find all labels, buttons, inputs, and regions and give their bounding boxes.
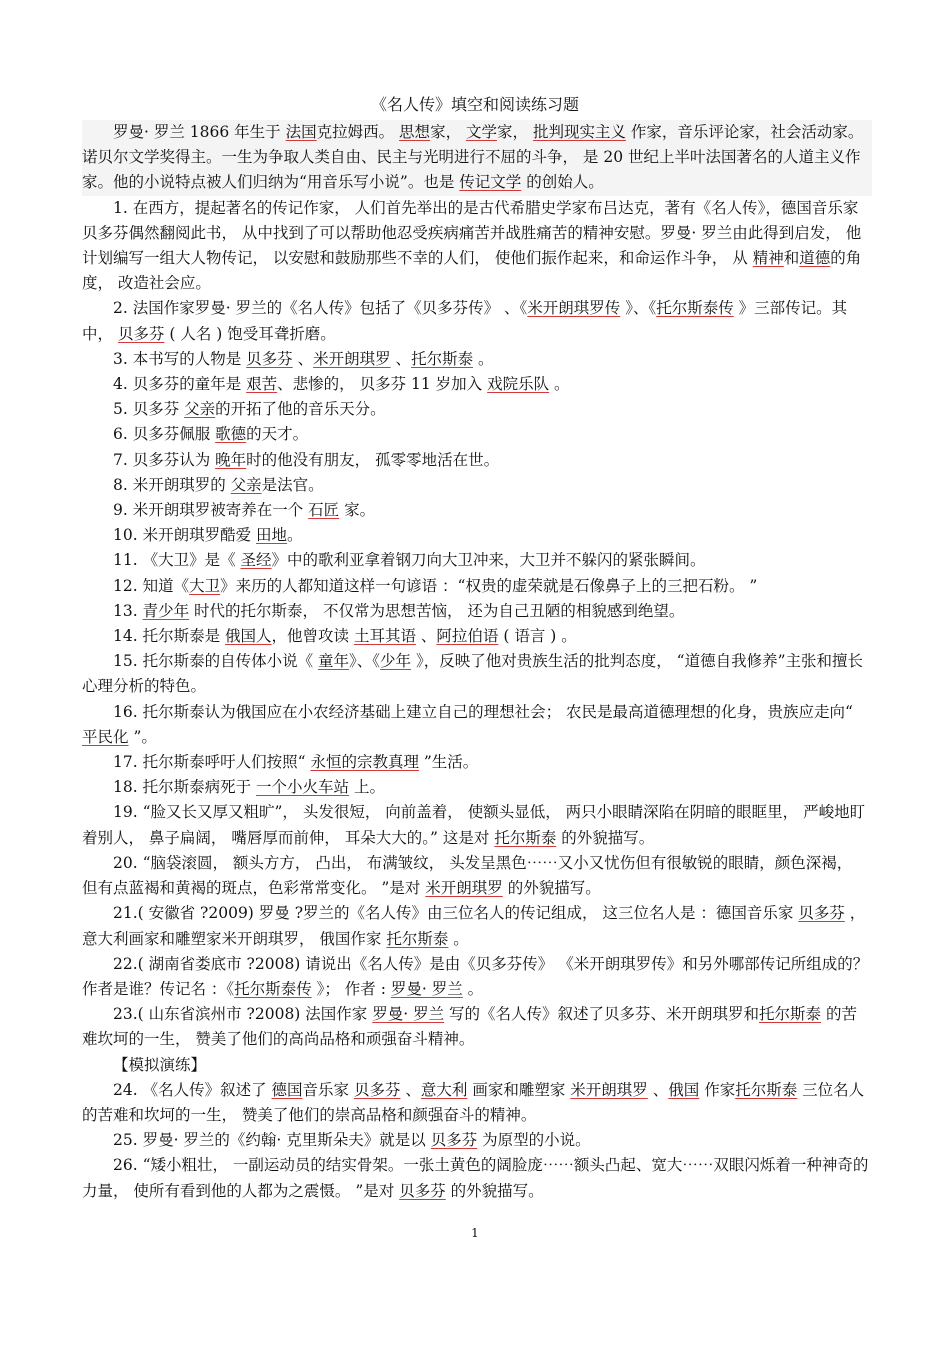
paragraph-q16 <box>82 700 872 750</box>
answer-blank: 石匠 <box>308 501 340 520</box>
paragraph-q21 <box>82 901 872 951</box>
answer-blank: 父亲 <box>184 400 216 419</box>
text-run: 13. <box>113 601 143 620</box>
paragraph-q24 <box>82 1078 872 1128</box>
answer-blank: 道德 <box>799 249 831 268</box>
paragraph-q20 <box>82 851 872 901</box>
answer-blank: 土耳其语 <box>353 627 416 646</box>
paragraph-q18 <box>82 775 872 800</box>
paragraph-q3 <box>82 347 872 372</box>
paragraph-q11 <box>82 548 872 573</box>
text-run: 作家 <box>699 1080 736 1099</box>
answer-blank: 文学 <box>466 123 498 141</box>
paragraph-q26 <box>82 1153 872 1203</box>
text-run: 》、《 <box>349 652 381 671</box>
text-run: 。 <box>448 929 469 948</box>
answer-blank: 晚年 <box>215 450 247 469</box>
text-run: 克拉姆西。 <box>316 123 400 141</box>
text-run: 11. 《大卫》是《 <box>113 551 241 570</box>
answer-blank: 托尔斯泰 <box>411 349 474 368</box>
answer-blank: 意大利 <box>420 1080 468 1099</box>
text-run: 、 <box>292 349 314 368</box>
answer-blank: 一个小火车站 <box>256 778 350 797</box>
text-run: 23.( 山东省滨州市 ?2008) 法国作家 <box>113 1005 373 1024</box>
answer-blank: 贝多芬 <box>430 1131 478 1150</box>
answer-blank: 德国 <box>271 1080 303 1099</box>
answer-blank: 米开朗琪罗 <box>425 879 503 898</box>
section-heading <box>82 1053 872 1078</box>
text-run: 的创始人。 <box>521 173 604 192</box>
answer-blank: 田地 <box>256 526 288 545</box>
answer-blank: 歌德 <box>215 425 247 444</box>
paragraph-q13 <box>82 599 872 624</box>
answer-blank: 贝多芬 <box>246 349 293 368</box>
text-run: 作家，音乐评论家，社会活动家。诺贝尔文学奖得主。一生为争取人类自由、民主与光明进行不屈的斗争， 是 20 世纪上半叶法国著名的人道主义作家。他的小说特点被人们归纳为“用音乐写小说”。也是 <box>82 123 864 192</box>
text-run: 家。 <box>339 501 376 520</box>
answer-blank: 童年 <box>318 652 350 671</box>
answer-blank: 罗曼· 罗兰 <box>372 1005 445 1024</box>
paragraph-q12 <box>82 574 872 599</box>
page-number: 1 <box>471 1226 479 1240</box>
answer-blank: 平民化 <box>82 727 129 746</box>
paragraph-intro <box>82 120 872 196</box>
paragraph-q14 <box>82 624 872 649</box>
paragraph-q22 <box>82 952 872 1002</box>
text-run: 为原型的小说。 <box>477 1131 591 1150</box>
text-run: 的开拓了他的音乐天分。 <box>215 400 386 419</box>
text-run: 。 <box>473 349 494 368</box>
text-run: 24. 《名人传》叙述了 <box>113 1080 272 1099</box>
text-run: 、 <box>390 349 412 368</box>
text-run: 10. 米开朗琪罗酷爱 <box>113 526 257 545</box>
text-run: 、 <box>647 1080 669 1099</box>
text-run: 时代的托尔斯泰， 不仅常为思想苦恼， 还为自己丑陋的相貌感到绝望。 <box>189 601 685 620</box>
text-run: ”生活。 <box>418 753 479 772</box>
answer-blank: 精神 <box>752 249 784 268</box>
text-run: ”。 <box>128 727 157 746</box>
text-run: 音乐家 <box>302 1080 354 1099</box>
text-run: 3. 本书写的人物是 <box>113 349 247 368</box>
text-run: 家， <box>430 123 466 141</box>
text-run: 的苦难坎坷的一生， 赞美了他们的高尚品格和顽强奋斗精神。 <box>82 1005 857 1049</box>
answer-blank: 贝多芬 <box>798 904 845 923</box>
paragraph-q4 <box>82 372 872 397</box>
text-run: 、 <box>400 1080 421 1099</box>
text-run: 9. 米开朗琪罗被寄养在一个 <box>113 501 309 520</box>
text-run: 8. 米开朗琪罗的 <box>113 475 231 494</box>
paragraph-q25 <box>82 1128 872 1153</box>
text-run: 15. 托尔斯泰的自传体小说《 <box>113 652 319 671</box>
answer-blank: 贝多芬 <box>117 324 165 343</box>
answer-blank: 法国 <box>285 123 317 141</box>
text-run: 25. 罗曼· 罗兰的《约翰· 克里斯朵夫》就是以 <box>113 1131 431 1150</box>
text-run: 4. 贝多芬的童年是 <box>113 375 247 394</box>
answer-blank: 米开朗琪罗 <box>313 349 391 368</box>
paragraph-q9 <box>82 498 872 523</box>
paragraph-q8 <box>82 473 872 498</box>
text-run: 14. 托尔斯泰是 <box>113 627 226 646</box>
paragraph-q2 <box>82 296 872 346</box>
paragraph-q1 <box>82 196 872 297</box>
text-run: 是法官。 <box>261 475 324 494</box>
answer-blank: 父亲 <box>230 475 262 494</box>
answer-blank: 少年 <box>380 652 412 671</box>
paragraph-q23 <box>82 1002 872 1052</box>
text-run: ( 语言 ) 。 <box>498 627 577 646</box>
text-run: 12. 知道《 <box>113 576 190 595</box>
text-run: 的天才。 <box>246 425 309 444</box>
text-run: 上。 <box>349 778 385 797</box>
page-title: 《名人传》填空和阅读练习题 <box>370 95 579 114</box>
answer-blank: 托尔斯泰 <box>494 828 557 847</box>
answer-blank: 阿拉伯语 <box>436 627 499 646</box>
text-run: 的外貌描写。 <box>445 1181 544 1200</box>
answer-blank: 罗曼· 罗兰 <box>390 979 463 998</box>
text-run: ( 人名 ) 饱受耳聋折磨。 <box>164 324 336 343</box>
answer-blank: 传记文学 <box>459 173 522 192</box>
answer-blank: 批判现实主义 <box>532 123 626 141</box>
paragraph-q10 <box>82 523 872 548</box>
text-run: 、 <box>415 627 437 646</box>
document-body <box>82 120 872 1204</box>
text-run: 》、《 <box>620 299 657 318</box>
text-run: 20. “脑袋滚圆， 额头方方， 凸出， 布满皱纹， 头发呈黑色⋯⋯又小又忧伤但有很敏锐的眼睛，颜色深褐， 但有点蓝褐和黄褐的斑点，色彩常常变化。 ”是对 <box>82 853 853 898</box>
text-run: 。 <box>549 375 570 394</box>
answer-blank: 永恒的宗教真理 <box>310 753 419 772</box>
text-run: 的外貌描写。 <box>502 879 601 898</box>
answer-blank: 艰苦 <box>246 375 278 394</box>
text-run: 》三部传记。其中， <box>82 299 848 343</box>
paragraph-q19 <box>82 800 872 850</box>
answer-blank: 托尔斯泰 <box>735 1080 798 1099</box>
text-run: 。 <box>462 979 484 998</box>
answer-blank: 米开朗琪罗传 <box>527 299 621 318</box>
text-run: ， 意大利画家和雕塑家米开朗琪罗， 俄国作家 <box>82 904 866 948</box>
text-run: ，他曾攻读 <box>271 627 354 646</box>
text-run: 》中的歌利亚拿着钢刀向大卫冲来，大卫并不躲闪的紧张瞬间。 <box>271 551 706 570</box>
answer-blank: 戏院乐队 <box>487 375 550 394</box>
text-run: 》来历的人都知道这样一句谚语 ：“权贵的虚荣就是石像鼻子上的三把石粉。 ” <box>220 576 758 595</box>
answer-blank: 俄国人 <box>225 627 272 646</box>
paragraph-q6 <box>82 422 872 447</box>
text-run: 。 <box>287 526 303 545</box>
text-run: 画家和雕塑家 <box>467 1080 571 1099</box>
paragraph-q15 <box>82 649 872 699</box>
text-run: 》； 作者 : <box>311 979 391 998</box>
text-run: 》，反映了他对贵族生活的批判态度， “道德自我修养”主张和擅长心理分析的特色。 <box>82 652 864 696</box>
paragraph-q17 <box>82 750 872 775</box>
text-run: 罗曼· 罗兰 1866 年生于 <box>113 123 286 141</box>
answer-blank: 大卫 <box>189 576 221 595</box>
text-run: 21.( 安徽省 ?2009) 罗曼 ?罗兰的《名人传》由三位名人的传记组成， 这三位名人是 ：德国音乐家 <box>113 904 799 923</box>
text-run: 和 <box>783 249 800 268</box>
answer-blank: 托尔斯泰传 <box>656 299 734 318</box>
text-run: 6. 贝多芬佩服 <box>113 425 216 444</box>
text-run: 26. “矮小粗壮， 一副运动员的结实骨架。一张土黄色的阔脸庞⋯⋯额头凸起、宽大⋯⋯双眼闪烁着一种神奇的力量， 使所有看到他的人都为之震慑。 ”是对 <box>82 1156 869 1200</box>
answer-blank: 思想 <box>399 123 431 141</box>
text-run: 18. 托尔斯泰病死于 <box>113 778 257 797</box>
paragraph-q5 <box>82 397 872 422</box>
text-run: 家， <box>497 123 533 141</box>
answer-blank: 贝多芬 <box>353 1080 401 1099</box>
answer-blank: 托尔斯泰传 <box>234 979 312 998</box>
answer-blank: 贝多芬 <box>399 1181 446 1200</box>
text-run: 16. 托尔斯泰认为俄国应在小农经济基础上建立自己的理想社会； 农民是最高道德理想的化身，贵族应走向“ <box>113 702 853 721</box>
text-run: 22.( 湖南省娄底市 ?2008) 请说出《名人传》是由《贝多芬传》 《米开朗琪罗传》和另外哪部传记所组成的？作者是谁？传记名 ：《 <box>82 954 869 998</box>
text-run: 2. 法国作家罗曼· 罗兰的《名人传》包括了《贝多芬传》 、《 <box>113 299 528 318</box>
text-run: 、悲惨的， 贝多芬 11 岁加入 <box>277 375 488 394</box>
answer-blank: 托尔斯泰 <box>759 1005 822 1024</box>
text-run: 的角度， 改造社会应。 <box>82 249 862 293</box>
answer-blank: 俄国 <box>668 1080 700 1099</box>
text-run: 17. 托尔斯泰呼吁人们按照“ <box>113 753 311 772</box>
answer-blank: 青少年 <box>142 601 190 620</box>
text-run: 的外貌描写。 <box>556 828 655 847</box>
text-run: 19. “脸又长又厚又粗旷”， 头发很短， 向前盖着， 使额头显低， 两只小眼睛深陷在阴暗的眼眶里， 严峻地盯着别人， 鼻子扁阔， 嘴唇厚而前伸， 耳朵大大的。” 这是对 <box>82 803 866 847</box>
text-run: 写的《名人传》叙述了贝多芬、米开朗琪罗和 <box>444 1005 760 1024</box>
text-run: 1. 在西方，提起著名的传记作家， 人们首先举出的是古代希腊史学家布吕达克，著有《名人传》，德国音乐家贝多芬偶然翻阅此书， 从中找到了可以帮助他忍受疾病痛苦并战胜痛苦的精神安慰。罗曼· 罗兰由此得到启发， 他计划编写一组大人物传记， 以安慰和鼓励那些不幸的人们， 使他们振作起来，和命运作斗争， 从 <box>82 198 862 268</box>
answer-blank: 米开朗琪罗 <box>570 1080 648 1099</box>
text-run: 5. 贝多芬 <box>113 400 185 419</box>
text-run: 7. 贝多芬认为 <box>113 450 216 469</box>
answer-blank: 托尔斯泰 <box>386 929 449 948</box>
text-run: 【模拟演练】 <box>113 1055 207 1074</box>
text-run: 三位名人的苦难和坎坷的一生， 赞美了他们的崇高品格和颜强奋斗的精神。 <box>82 1080 865 1124</box>
answer-blank: 圣经 <box>240 551 272 570</box>
paragraph-q7 <box>82 448 872 473</box>
text-run: 时的他没有朋友， 孤零零地活在世。 <box>246 450 500 469</box>
